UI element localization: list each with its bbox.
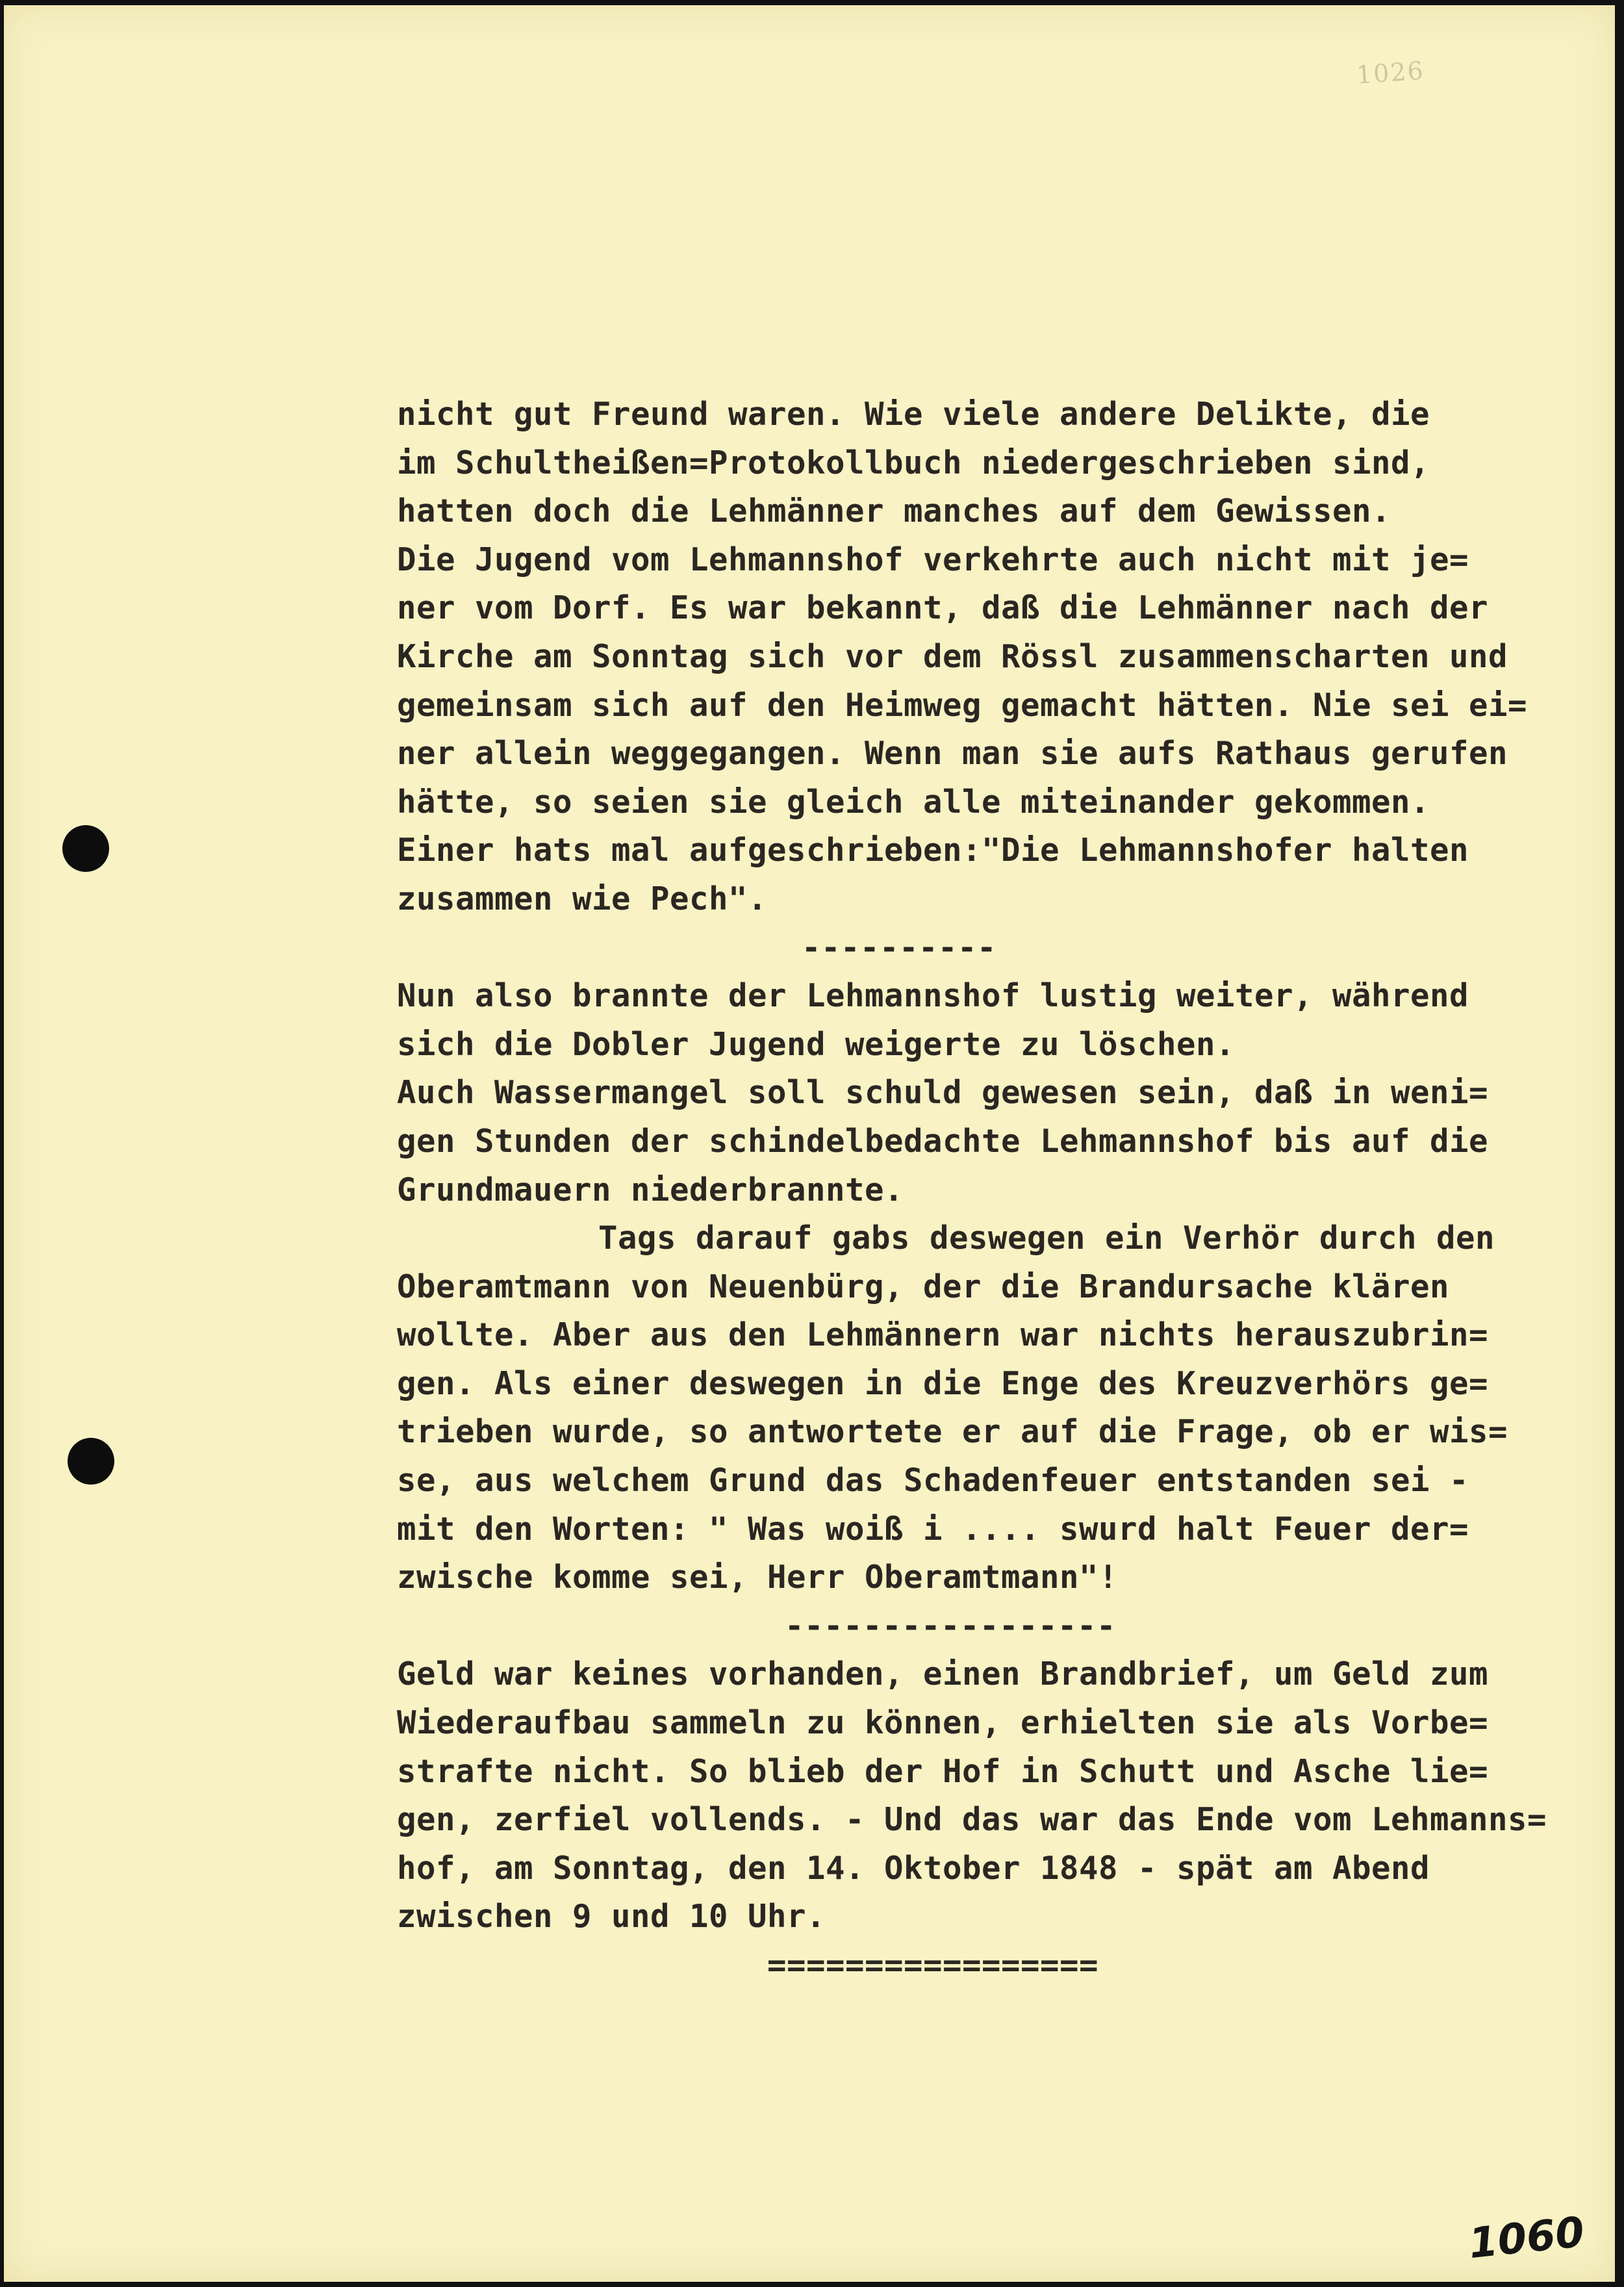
text-line: Nun also brannte der Lehmannshof lustig weiter, während — [397, 977, 1469, 1015]
text-line: Auch Wassermangel soll schuld gewesen sein, daß in weni= — [397, 1074, 1489, 1112]
text-line: gen Stunden der schindelbedachte Lehmannshof bis auf die — [397, 1122, 1489, 1160]
text-line: nicht gut Freund waren. Wie viele andere Delikte, die — [397, 396, 1430, 433]
text-line: hatten doch die Lehmänner manches auf dem Gewissen. — [397, 492, 1391, 530]
text-line: zwischen 9 und 10 Uhr. — [397, 1898, 826, 1936]
pencil-annotation: 1026 — [1355, 56, 1426, 90]
section-separator: ---------- — [802, 928, 997, 966]
text-line: im Schultheißen=Protokollbuch niedergeschrieben sind, — [397, 444, 1430, 481]
text-line: ner vom Dorf. Es war bekannt, daß die Lehmänner nach der — [397, 589, 1489, 627]
text-line: gen, zerfiel vollends. - Und das war das Ende vom Lehmanns= — [397, 1801, 1547, 1839]
end-separator: ================= — [767, 1947, 1099, 1984]
text-line: gen. Als einer deswegen in die Enge des Kreuzverhörs ge= — [397, 1364, 1489, 1402]
text-line: Tags darauf gabs deswegen ein Verhör durch den — [598, 1220, 1495, 1257]
text-line: hof, am Sonntag, den 14. Oktober 1848 - spät am Abend — [397, 1849, 1430, 1887]
text-line: hätte, so seien sie gleich alle miteinander gekommen. — [397, 783, 1430, 821]
text-line: Grundmauern niederbrannte. — [397, 1171, 904, 1208]
typewritten-text — [397, 390, 1615, 1990]
text-line: trieben wurde, so antwortete er auf die Frage, ob er wis= — [397, 1413, 1508, 1451]
text-line: se, aus welchem Grund das Schadenfeuer entstanden sei - — [397, 1462, 1469, 1500]
punch-hole — [68, 1438, 114, 1485]
text-line: Geld war keines vorhanden, einen Brandbrief, um Geld zum — [397, 1655, 1489, 1693]
punch-hole — [62, 825, 109, 872]
document-page — [4, 5, 1615, 2282]
text-line: ner allein weggegangen. Wenn man sie aufs Rathaus gerufen — [397, 735, 1508, 773]
text-line: Einer hats mal aufgeschrieben:"Die Lehmannshofer halten — [397, 832, 1469, 869]
text-line: mit den Worten: " Was woiß i .... swurd halt Feuer der= — [397, 1510, 1469, 1548]
page-number: 1060 — [1466, 2208, 1587, 2269]
text-line: Die Jugend vom Lehmannshof verkehrte auch nicht mit je= — [397, 541, 1469, 578]
text-line: Wiederaufbau sammeln zu können, erhielten sie als Vorbe= — [397, 1704, 1489, 1742]
text-line: wollte. Aber aus den Lehmännern war nichts herauszubrin= — [397, 1316, 1489, 1354]
text-line: strafte nicht. So blieb der Hof in Schutt und Asche lie= — [397, 1752, 1489, 1790]
text-line: Kirche am Sonntag sich vor dem Rössl zusammenscharten und — [397, 637, 1508, 675]
text-line: zwische komme sei, Herr Oberamtmann"! — [397, 1559, 1119, 1596]
text-line: sich die Dobler Jugend weigerte zu löschen. — [397, 1025, 1236, 1063]
section-separator: ----------------- — [785, 1607, 1117, 1644]
text-line: zusammen wie Pech". — [397, 880, 768, 917]
text-line: gemeinsam sich auf den Heimweg gemacht hätten. Nie sei ei= — [397, 686, 1528, 724]
text-line: Oberamtmann von Neuenbürg, der die Brandursache klären — [397, 1268, 1450, 1305]
